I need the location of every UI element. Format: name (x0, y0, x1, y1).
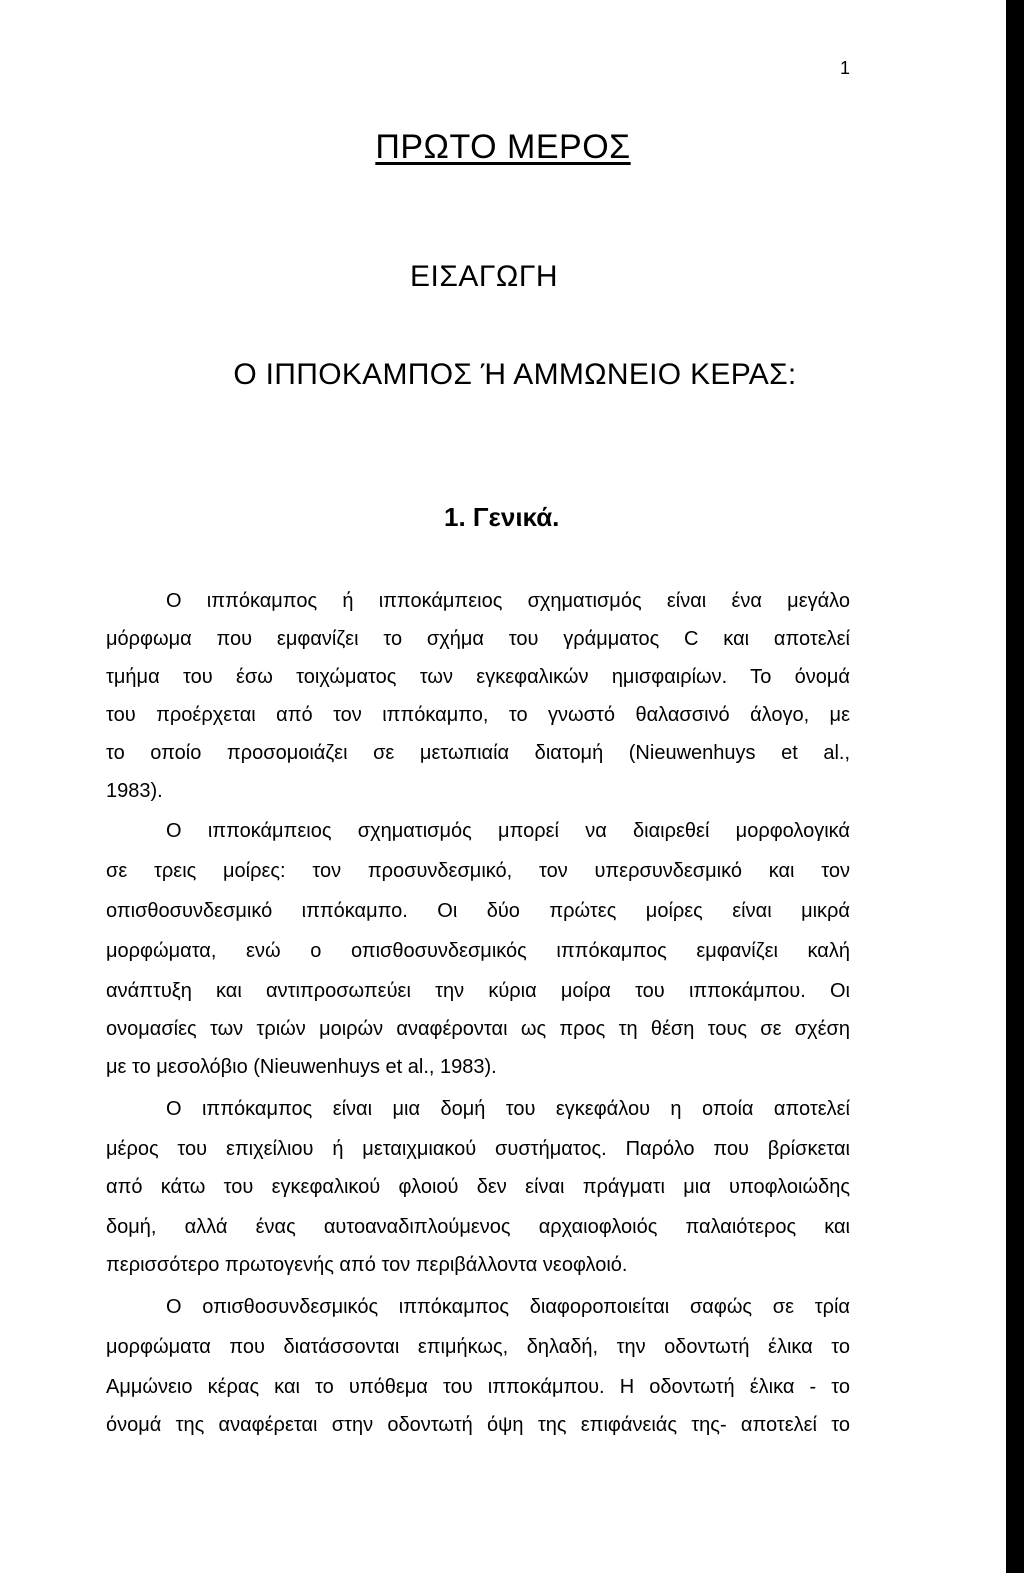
text-line: Ο ιππόκαμπος ή ιπποκάμπειος σχηματισμός είναι ένα μεγάλο (166, 590, 850, 612)
text-line: σε τρεις μοίρες: τον προσυνδεσμικό, τον υπερσυνδεσμικό και τον (106, 860, 850, 882)
text-line: μορφώματα, ενώ ο οπισθοσυνδεσμικός ιππόκαμπος εμφανίζει καλή (106, 940, 850, 962)
text-line: από κάτω του εγκεφαλικού φλοιού δεν είναι πράγματι μια υποφλοιώδης (106, 1176, 850, 1198)
text-line: περισσότερο πρωτογενής από τον περιβάλλοντα νεοφλοιό. (106, 1254, 628, 1276)
text-line: Ο οπισθοσυνδεσμικός ιππόκαμπος διαφοροποιείται σαφώς σε τρία (166, 1296, 850, 1318)
text-line: 1983). (106, 780, 163, 802)
text-line: το οποίο προσομοιάζει σε μετωπιαία διατομή (Nieuwenhuys et al., (106, 742, 850, 764)
part-title: ΠΡΩΤΟ ΜΕΡΟΣ (375, 128, 631, 166)
text-line: Ο ιππόκαμπος είναι μια δομή του εγκεφάλου η οποία αποτελεί (166, 1098, 850, 1120)
text-line: μέρος του επιχείλιου ή μεταιχμιακού συστήματος. Παρόλο που βρίσκεται (106, 1138, 850, 1160)
text-line: Αμμώνειο κέρας και το υπόθεμα του ιπποκάμπου. Η οδοντωτή έλικα - το (106, 1376, 850, 1398)
text-line: όνομά της αναφέρεται στην οδοντωτή όψη της επιφάνειάς της- αποτελεί το (106, 1414, 850, 1436)
text-line: Ο ιπποκάμπειος σχηματισμός μπορεί να διαιρεθεί μορφολογικά (166, 820, 850, 842)
section-heading: 1. Γενικά. (444, 502, 560, 532)
page-number: 1 (840, 58, 851, 78)
text-line: με το μεσολόβιο (Nieuwenhuys et al., 1983). (106, 1056, 497, 1078)
text-line: του προέρχεται από τον ιππόκαμπο, το γνωστό θαλασσινό άλογο, με (106, 704, 850, 726)
text-line: μορφώματα που διατάσσονται επιμήκως, δηλαδή, την οδοντωτή έλικα το (106, 1336, 850, 1358)
text-line: τμήμα του έσω τοιχώματος των εγκεφαλικών ημισφαιρίων. Το όνομά (106, 666, 850, 688)
text-line: ανάπτυξη και αντιπροσωπεύει την κύρια μοίρα του ιπποκάμπου. Οι (106, 980, 850, 1002)
text-line: μόρφωμα που εμφανίζει το σχήμα του γράμματος C και αποτελεί (106, 628, 850, 650)
intro-title: ΕΙΣΑΓΩΓΗ (409, 260, 559, 293)
text-line: δομή, αλλά ένας αυτοαναδιπλούμενος αρχαιοφλοιός παλαιότερος και (106, 1216, 850, 1238)
text-line: οπισθοσυνδεσμικό ιππόκαμπο. Οι δύο πρώτες μοίρες είναι μικρά (106, 900, 850, 922)
text-line: ονομασίες των τριών μοιρών αναφέρονται ως προς τη θέση τους σε σχέση (106, 1018, 850, 1040)
chapter-title: Ο ΙΠΠΟΚΑΜΠΟΣ Ή ΑΜΜΩΝΕΙΟ ΚΕΡΑΣ: (233, 358, 797, 391)
